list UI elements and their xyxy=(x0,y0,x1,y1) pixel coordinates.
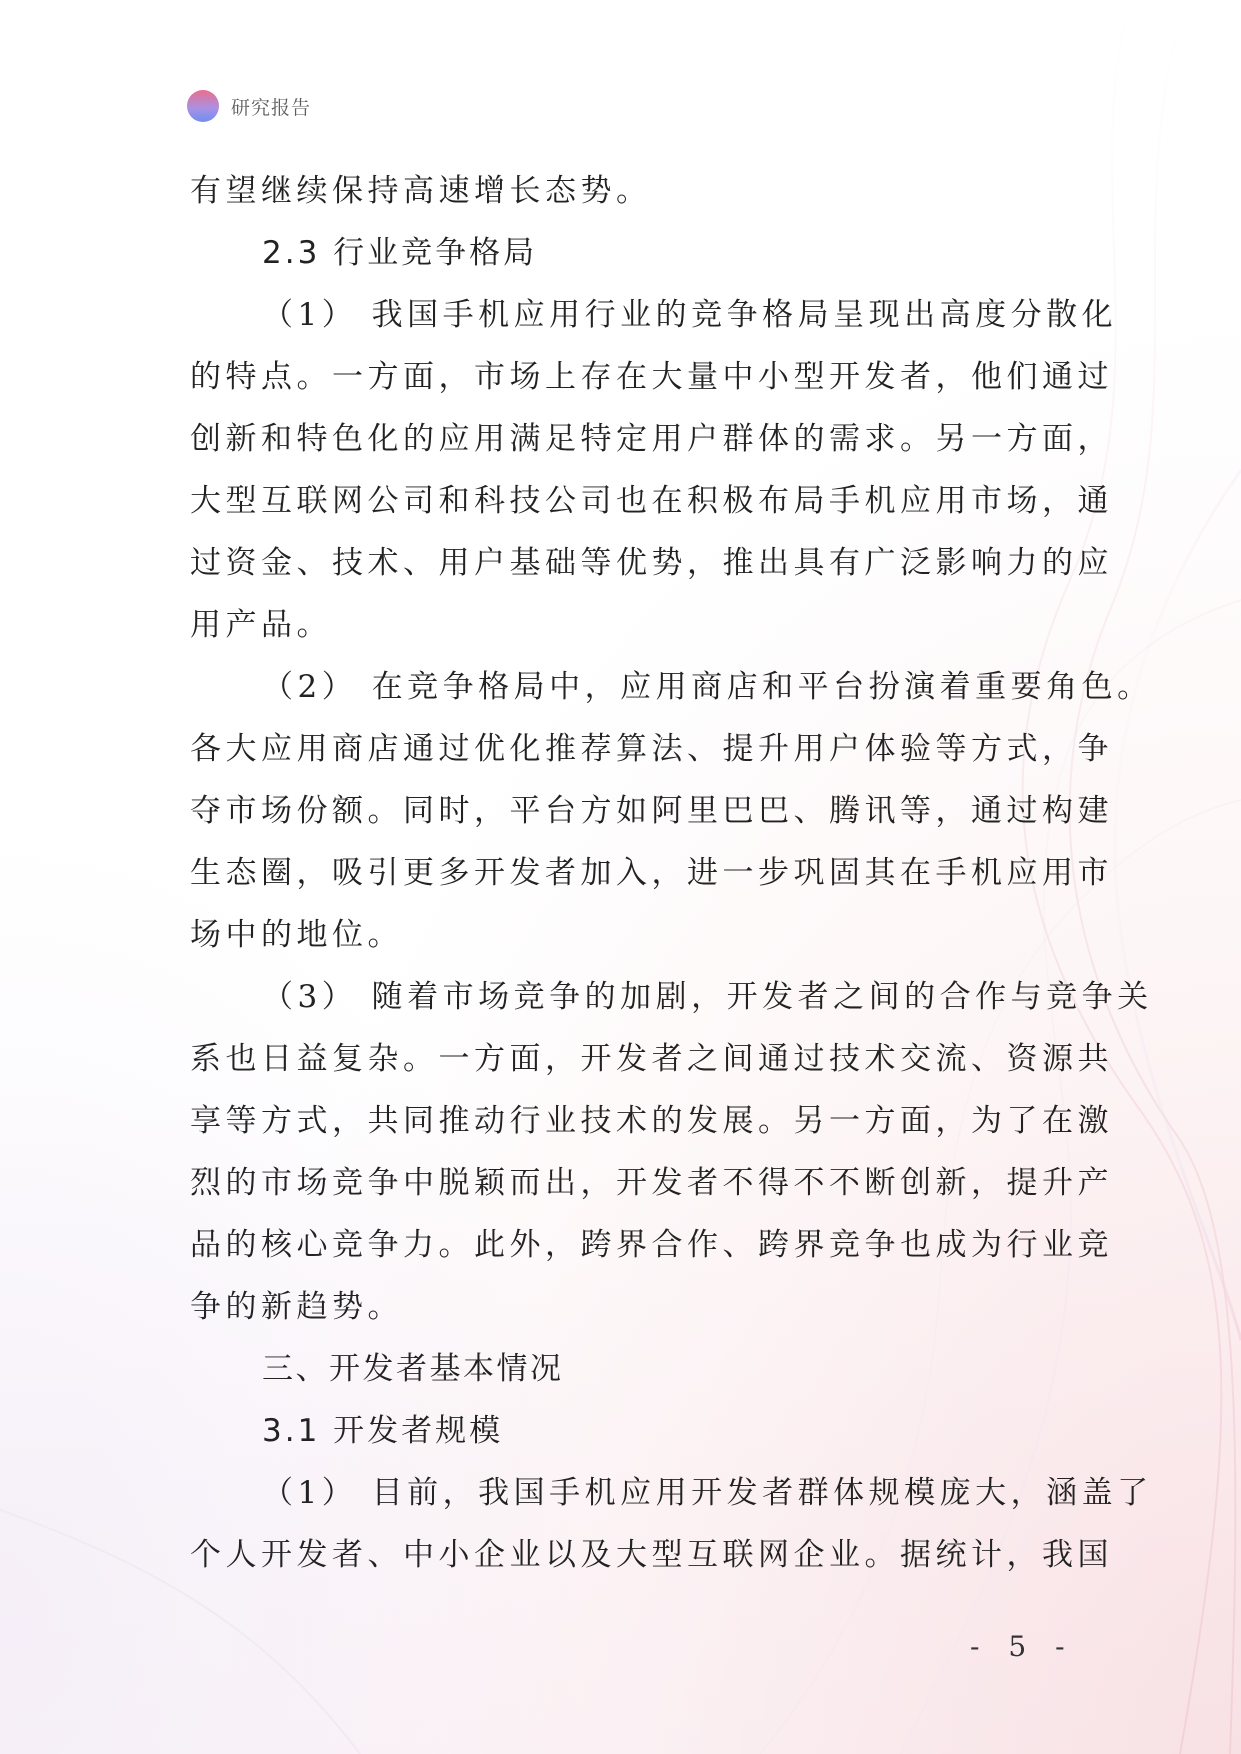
paragraph-line: （3） 随着市场竞争的加剧，开发者之间的合作与竞争关 xyxy=(262,979,1153,1015)
paragraph-line: 品的核心竞争力。此外，跨界合作、跨界竞争也成为行业竞 xyxy=(190,1227,1113,1263)
paragraph-line: 个人开发者、中小企业以及大型互联网企业。据统计，我国 xyxy=(190,1537,1113,1573)
paragraph-line: 各大应用商店通过优化推荐算法、提升用户体验等方式，争 xyxy=(190,731,1113,767)
paragraph-line: 享等方式，共同推动行业技术的发展。另一方面，为了在激 xyxy=(190,1103,1113,1139)
page-number: - 5 - xyxy=(970,1630,1075,1663)
paragraph-line: 过资金、技术、用户基础等优势，推出具有广泛影响力的应 xyxy=(190,545,1113,581)
paragraph-line: 创新和特色化的应用满足特定用户群体的需求。另一方面， xyxy=(190,421,1113,457)
paragraph-line: （1） 目前，我国手机应用开发者群体规模庞大，涵盖了 xyxy=(262,1475,1153,1511)
paragraph-line: 烈的市场竞争中脱颖而出，开发者不得不不断创新，提升产 xyxy=(190,1165,1113,1201)
paragraph-line: （2） 在竞争格局中，应用商店和平台扮演着重要角色。 xyxy=(262,669,1153,705)
subsection-heading: 2.3 行业竞争格局 xyxy=(262,235,538,271)
paragraph-line: 大型互联网公司和科技公司也在积极布局手机应用市场，通 xyxy=(190,483,1113,519)
paragraph-line: 夺市场份额。同时，平台方如阿里巴巴、腾讯等，通过构建 xyxy=(190,793,1113,829)
paragraph-line: 系也日益复杂。一方面，开发者之间通过技术交流、资源共 xyxy=(190,1041,1113,1077)
section-heading: 三、开发者基本情况 xyxy=(262,1351,564,1387)
paragraph-line: （1） 我国手机应用行业的竞争格局呈现出高度分散化 xyxy=(262,297,1118,333)
paragraph-line: 生态圈，吸引更多开发者加入，进一步巩固其在手机应用市 xyxy=(190,855,1113,891)
report-header xyxy=(187,88,311,124)
report-logo-icon xyxy=(187,90,219,122)
paragraph-line: 用产品。 xyxy=(190,607,332,643)
paragraph-line: 有望继续保持高速增长态势。 xyxy=(190,173,652,209)
paragraph-line: 场中的地位。 xyxy=(190,917,403,953)
report-header-title: 研究报告 xyxy=(231,96,312,119)
report-body xyxy=(190,160,1153,1586)
subsection-heading: 3.1 开发者规模 xyxy=(262,1413,504,1449)
paragraph-line: 争的新趋势。 xyxy=(190,1289,403,1325)
paragraph-line: 的特点。一方面，市场上存在大量中小型开发者，他们通过 xyxy=(190,359,1113,395)
